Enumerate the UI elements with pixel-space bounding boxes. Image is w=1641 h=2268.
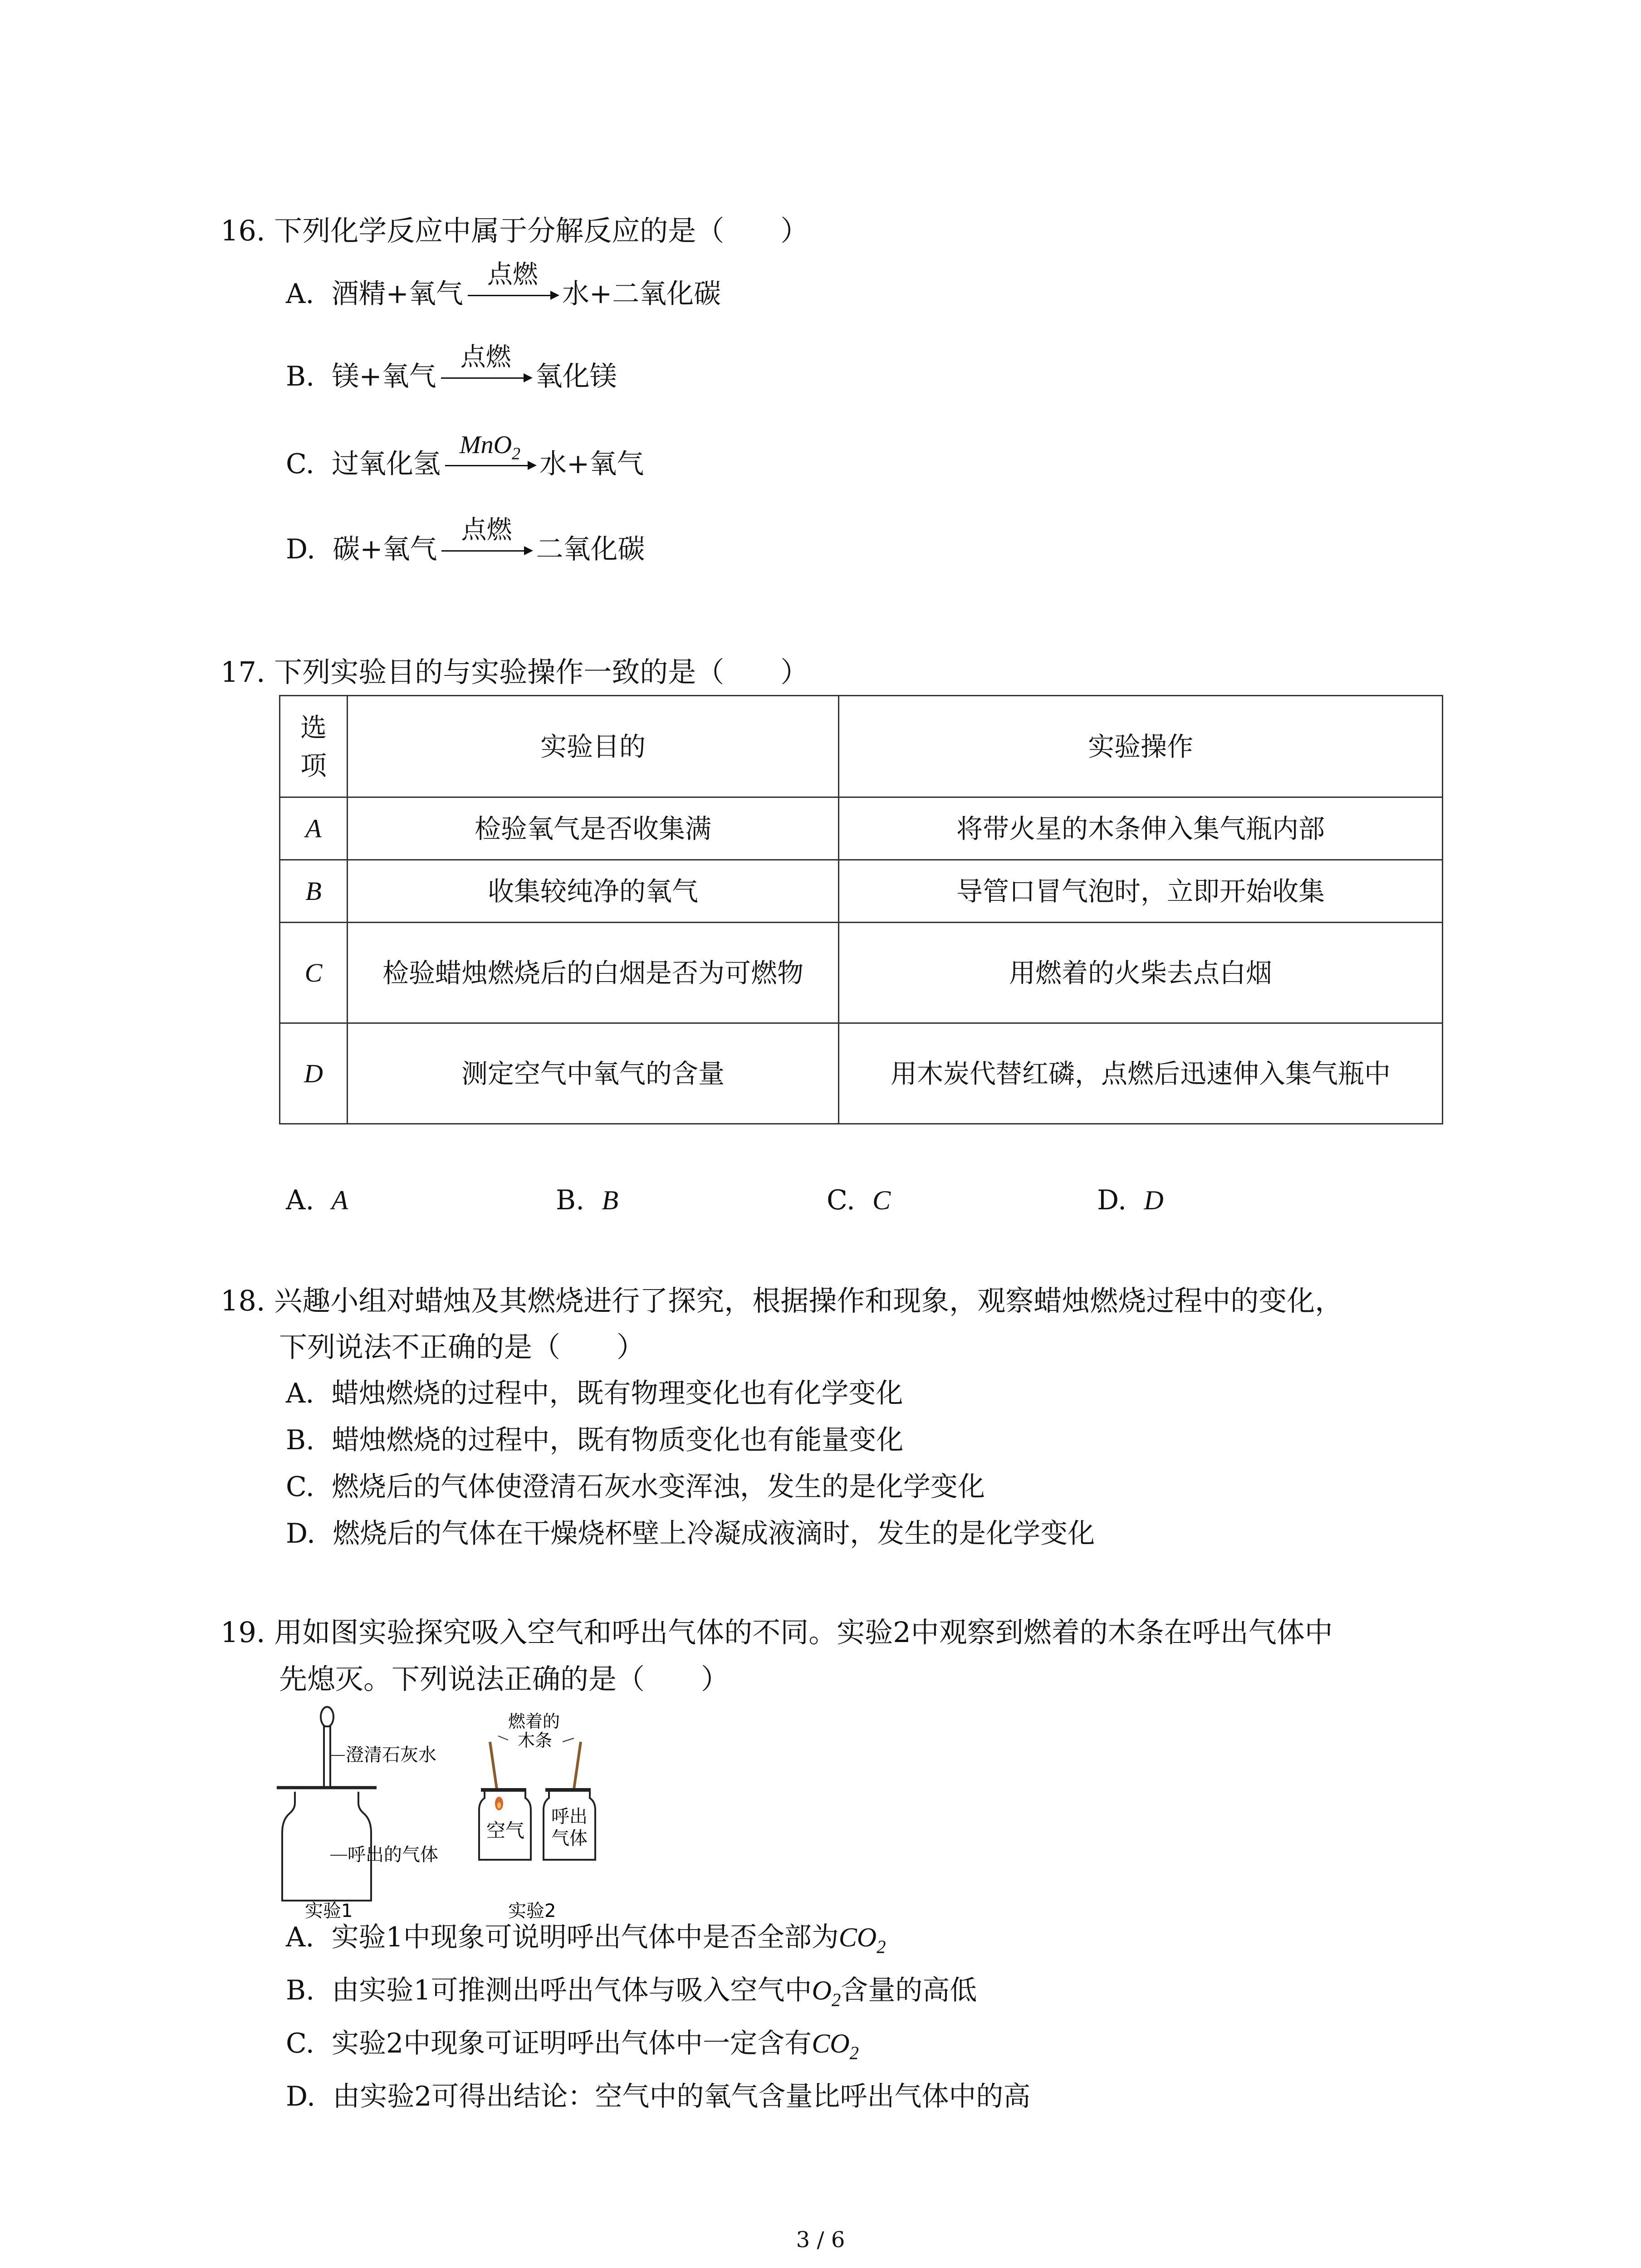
table-cell-option: D xyxy=(280,1023,348,1124)
products: 水+二氧化碳 xyxy=(562,278,721,310)
table-header-option: 选项 xyxy=(280,696,348,797)
table-cell-purpose: 收集较纯净的氧气 xyxy=(348,860,839,923)
q18-option-c: C. 燃烧后的气体使澄清石灰水变浑浊，发生的是化学变化 xyxy=(286,1471,985,1503)
label-experiment-1: 实验1 xyxy=(305,1901,353,1919)
table-header-row xyxy=(280,696,1443,797)
q18-option-b: B. 蜡烛燃烧的过程中，既有物质变化也有能量变化 xyxy=(286,1424,904,1456)
table-cell-option: B xyxy=(280,860,348,923)
q17-option-c: C. C xyxy=(827,1184,891,1216)
table-cell-purpose: 测定空气中氧气的含量 xyxy=(348,1023,839,1124)
products: 氧化镁 xyxy=(535,361,617,392)
q19-option-d: D. 由实验2可得出结论：空气中的氧气含量比呼出气体中的高 xyxy=(286,2081,1031,2112)
table-row xyxy=(280,797,1443,860)
label-limewater: 澄清石灰水 xyxy=(346,1745,436,1765)
q17-stem: 17. 下列实验目的与实验操作一致的是（ ） xyxy=(220,655,809,689)
q19-option-c: C. 实验2中现象可证明呼出气体中一定含有$CO_2$ xyxy=(286,2028,859,2063)
reactants: 镁+氧气 xyxy=(332,361,436,392)
table-cell-option: A xyxy=(280,797,348,860)
experiment-1-apparatus xyxy=(277,1707,377,1901)
q17-option-b: B. B xyxy=(556,1184,618,1216)
q17-table xyxy=(279,695,1443,1124)
experiment-diagram xyxy=(268,1701,744,1919)
option-label: B. xyxy=(286,361,315,392)
table-cell-operation: 用燃着的火柴去点白烟 xyxy=(839,923,1443,1023)
q19-option-a: A. 实验1中现象可说明呼出气体中是否全部为$CO_2$ xyxy=(286,1921,886,1957)
q17-option-d: D. D xyxy=(1097,1184,1164,1216)
label-air: 空气 xyxy=(486,1819,525,1842)
q18-stem-line1: 18. 兴趣小组对蜡烛及其燃烧进行了探究，根据操作和现象，观察蜡烛燃烧过程中的变化， xyxy=(220,1284,1343,1317)
reaction-condition: 点燃 xyxy=(460,342,511,372)
table-cell-operation: 用木炭代替红磷，点燃后迅速伸入集气瓶中 xyxy=(839,1023,1443,1124)
reactants: 过氧化氢 xyxy=(332,448,441,480)
q19-stem-line2: 先熄灭。下列说法正确的是（ ） xyxy=(279,1662,730,1696)
label-burning: 燃着的 xyxy=(508,1711,560,1731)
reaction-condition: 点燃 xyxy=(461,515,512,545)
q18-stem-line2: 下列说法不正确的是（ ） xyxy=(279,1330,645,1364)
reactants: 碳+氧气 xyxy=(333,533,437,565)
dropper-bulb xyxy=(321,1707,333,1727)
products: 水+氧气 xyxy=(539,448,644,480)
q18-option-d: D. 燃烧后的气体在干燥烧杯壁上冷凝成液滴时，发生的是化学变化 xyxy=(286,1518,1095,1549)
formula: $O_2$ xyxy=(812,1975,841,2010)
q16-stem: 16. 下列化学反应中属于分解反应的是（ ） xyxy=(220,214,809,247)
label-experiment-2: 实验2 xyxy=(508,1901,556,1919)
q19-stem-line1: 19. 用如图实验探究吸入空气和呼出气体的不同。实验2中观察到燃着的木条在呼出气体中 xyxy=(220,1616,1333,1649)
formula: $CO_2$ xyxy=(838,1922,886,1957)
products: 二氧化碳 xyxy=(536,533,645,565)
reaction-condition: 点燃 xyxy=(487,260,538,289)
formula: $CO_2$ xyxy=(812,2028,859,2063)
table-row xyxy=(280,1023,1443,1124)
label-exhaled-gas: 呼出的气体 xyxy=(348,1844,438,1865)
reaction-arrow xyxy=(439,515,534,567)
reaction-arrow xyxy=(438,342,534,394)
reaction-arrow xyxy=(442,431,538,481)
table-row xyxy=(280,923,1443,1023)
table-header-purpose: 实验目的 xyxy=(348,696,839,797)
option-label: D. xyxy=(286,533,316,565)
page-number: 3 / 6 xyxy=(796,2227,845,2253)
q19-option-b: B. 由实验1可推测出呼出气体与吸入空气中$O_2$含量的高低 xyxy=(286,1975,977,2010)
table-cell-operation: 导管口冒气泡时，立即开始收集 xyxy=(839,860,1443,923)
table-cell-purpose: 检验蜡烛燃烧后的白烟是否为可燃物 xyxy=(348,923,839,1023)
q16-option-d xyxy=(286,515,645,567)
option-label: A. xyxy=(286,278,314,310)
table-cell-option: C xyxy=(280,923,348,1023)
q16-option-a xyxy=(286,260,721,311)
table-cell-operation: 将带火星的木条伸入集气瓶内部 xyxy=(839,797,1443,860)
q16-option-c xyxy=(286,431,644,481)
label-stick: 木条 xyxy=(518,1730,553,1750)
label-exhaled-bottom: 气体 xyxy=(551,1828,588,1849)
reactants: 酒精+氧气 xyxy=(331,278,463,310)
option-label: C. xyxy=(286,448,314,480)
table-row xyxy=(280,860,1443,923)
label-exhaled-top: 呼出 xyxy=(551,1806,588,1827)
table-cell-purpose: 检验氧气是否收集满 xyxy=(348,797,839,860)
reaction-catalyst: MnO$_2$ xyxy=(459,431,521,464)
q16-option-b xyxy=(286,342,617,394)
q17-option-a: A. A xyxy=(286,1184,348,1216)
dropper-tube xyxy=(324,1726,330,1788)
q18-option-a: A. 蜡烛燃烧的过程中，既有物理变化也有化学变化 xyxy=(286,1378,903,1409)
table-header-operation: 实验操作 xyxy=(839,696,1443,797)
reaction-arrow xyxy=(465,260,560,311)
